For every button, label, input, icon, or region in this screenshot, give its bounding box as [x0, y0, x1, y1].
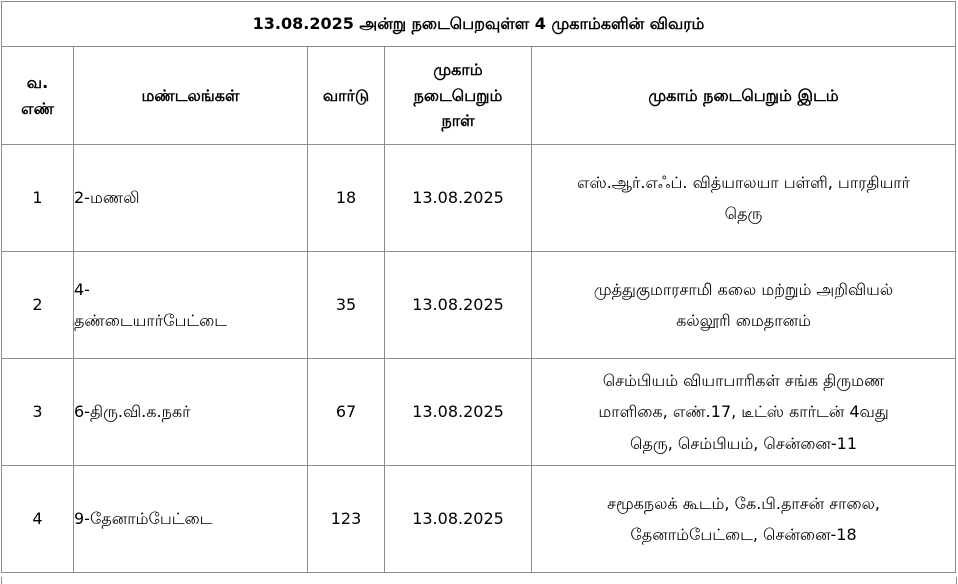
table-row — [2, 252, 956, 359]
header-camp-venue: முகாம் நடைபெறும் இடம் — [532, 47, 956, 145]
serial-number-cell: 3 — [2, 359, 74, 466]
date-cell: 13.08.2025 — [385, 252, 532, 359]
zone-cell: 6-திரு.வி.க.நகர் — [74, 359, 308, 466]
zone-cell: 4- தண்டையார்பேட்டை — [74, 252, 308, 359]
header-row — [2, 47, 956, 145]
camp-schedule-table — [1, 1, 956, 573]
header-zone: மண்டலங்கள் — [74, 47, 308, 145]
zone-cell: 9-தேனாம்பேட்டை — [74, 466, 308, 573]
venue-cell: சமூகநலக் கூடம், கே.பி.தாசன் சாலை, தேனாம்பேட்டை, சென்னை-18 — [532, 466, 956, 573]
date-cell: 13.08.2025 — [385, 359, 532, 466]
serial-number-cell: 4 — [2, 466, 74, 573]
zone-cell: 2-மணலி — [74, 145, 308, 252]
ward-cell: 67 — [308, 359, 385, 466]
table-title: 13.08.2025 அன்று நடைபெறவுள்ள 4 முகாம்களின் விவரம் — [2, 2, 956, 47]
venue-cell: செம்பியம் வியாபாரிகள் சங்க திருமண மாளிகை, எண்.17, டீட்ஸ் கார்டன் 4வது தெரு, செம்பியம், சென்னை-11 — [532, 359, 956, 466]
table-row — [2, 359, 956, 466]
ward-cell: 123 — [308, 466, 385, 573]
header-serial-number: வ. எண் — [2, 47, 74, 145]
table-row — [2, 466, 956, 573]
ward-cell: 18 — [308, 145, 385, 252]
header-camp-date: முகாம் நடைபெறும் நாள் — [385, 47, 532, 145]
header-ward: வார்டு — [308, 47, 385, 145]
table-row — [2, 145, 956, 252]
date-cell: 13.08.2025 — [385, 145, 532, 252]
date-cell: 13.08.2025 — [385, 466, 532, 573]
venue-cell: முத்துகுமாரசாமி கலை மற்றும் அறிவியல் கல்லூரி மைதானம் — [532, 252, 956, 359]
venue-cell: எஸ்.ஆர்.எஃப். வித்யாலயா பள்ளி, பாரதியார் தெரு — [532, 145, 956, 252]
serial-number-cell: 1 — [2, 145, 74, 252]
table-continuation-edge — [1, 577, 957, 584]
ward-cell: 35 — [308, 252, 385, 359]
serial-number-cell: 2 — [2, 252, 74, 359]
